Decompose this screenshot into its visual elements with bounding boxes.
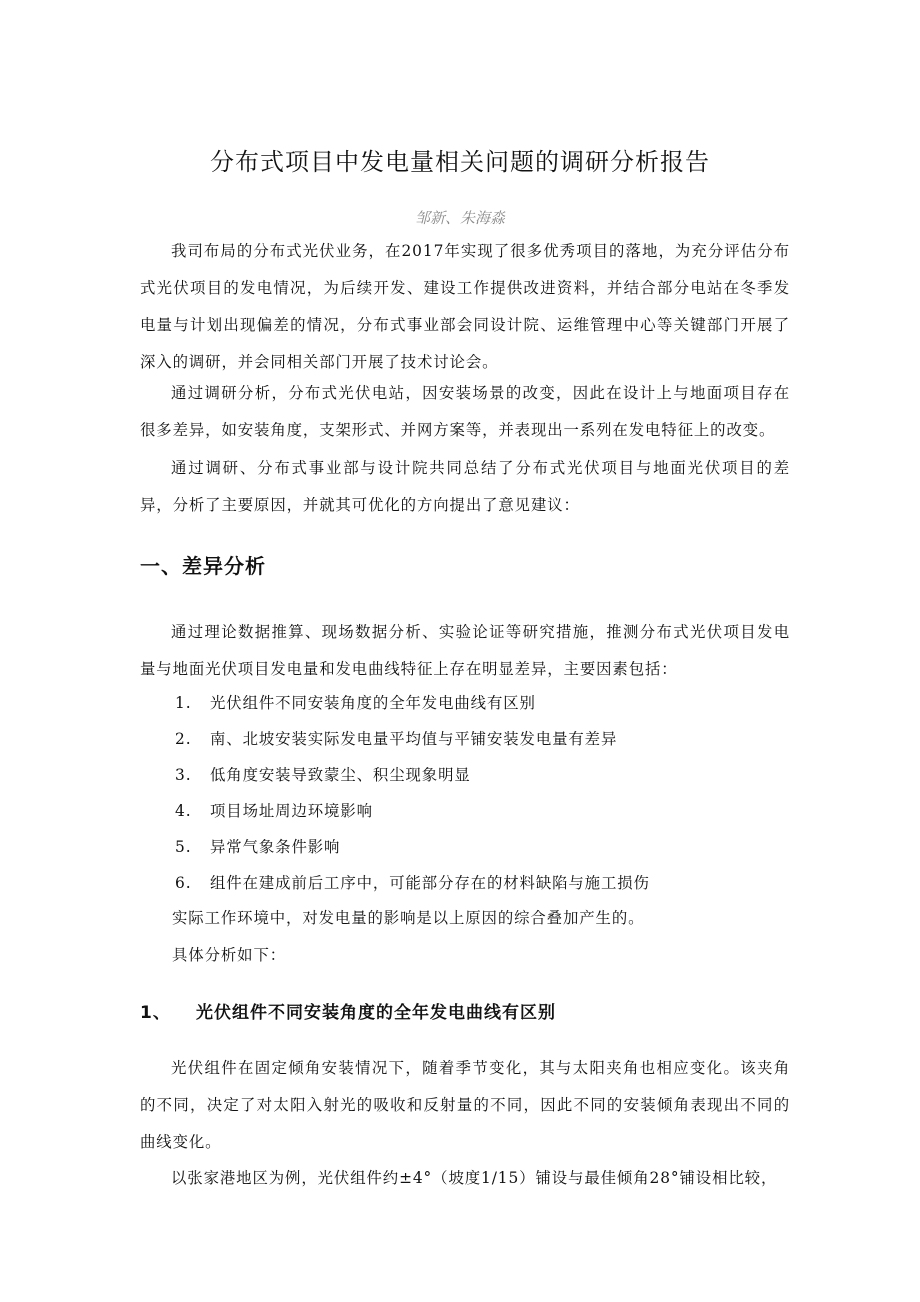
list-item-text: 光伏组件不同安装角度的全年发电曲线有区别 [210, 694, 536, 712]
list-item [140, 721, 790, 757]
list-item-text: 项目场址周边环境影响 [210, 802, 373, 820]
list-item-number: 3. [175, 766, 192, 784]
list-item-text: 异常气象条件影响 [210, 838, 341, 856]
list-item [140, 829, 790, 865]
list-item [140, 793, 790, 829]
list-item [140, 865, 790, 901]
intro-paragraph-2: 通过调研分析，分布式光伏电站，因安装场景的改变，因此在设计上与地面项目存在很多差异，如安装角度，支架形式、并网方案等，并表现出一系列在发电特征上的改变。 [140, 384, 790, 439]
list-item-number: 4. [175, 802, 192, 820]
list-item-number: 2. [175, 730, 192, 748]
subsection-paragraph-1: 光伏组件在固定倾角安装情况下，随着季节变化，其与太阳夹角也相应变化。该夹角的不同，决定了对太阳入射光的吸收和反射量的不同，因此不同的安装倾角表现出不同的曲线变化。 [140, 1059, 790, 1151]
section-lead-paragraph: 通过理论数据推算、现场数据分析、实验论证等研究措施，推测分布式光伏项目发电量与地面光伏项目发电量和发电曲线特征上存在明显差异，主要因素包括： [140, 623, 790, 678]
list-item-number: 6. [175, 874, 192, 892]
detail-intro-text: 具体分析如下： [172, 946, 287, 964]
list-item-number: 1. [175, 694, 192, 712]
factor-list [140, 685, 790, 901]
intro-paragraph-3: 通过调研、分布式事业部与设计院共同总结了分布式光伏项目与地面光伏项目的差异，分析了主要原因，并就其可优化的方向提出了意见建议： [140, 459, 790, 514]
document-authors: 邹新、朱海淼 [414, 209, 505, 227]
subsection-number: 1、 [140, 1003, 171, 1023]
list-item [140, 685, 790, 721]
subsection-paragraph-2: 以张家港地区为例，光伏组件约±4°（坡度1/15）铺设与最佳倾角28°铺设相比较， [171, 1169, 778, 1187]
document-title: 分布式项目中发电量相关问题的调研分析报告 [210, 148, 710, 176]
section-heading: 一、差异分析 [140, 554, 266, 578]
list-item-text: 组件在建成前后工序中，可能部分存在的材料缺陷与施工损伤 [210, 874, 650, 892]
intro-paragraph-1: 我司布局的分布式光伏业务，在2017年实现了很多优秀项目的落地，为充分评估分布式光伏项目的发电情况，为后续开发、建设工作提供改进资料，并结合部分电站在冬季发电量与计划出现偏差的情况，分布式事业部会同设计院、运维管理中心等关键部门开展了深入的调研，并会同相关部门开展了技术讨论会。 [140, 242, 790, 371]
list-item-text: 低角度安装导致蒙尘、积尘现象明显 [210, 766, 471, 784]
list-item [140, 757, 790, 793]
list-item-text: 南、北坡安装实际发电量平均值与平铺安装发电量有差异 [210, 730, 618, 748]
subsection-title: 光伏组件不同安装角度的全年发电曲线有区别 [196, 1003, 556, 1023]
summary-text: 实际工作环境中，对发电量的影响是以上原因的综合叠加产生的。 [172, 909, 645, 927]
list-item-number: 5. [175, 838, 192, 856]
